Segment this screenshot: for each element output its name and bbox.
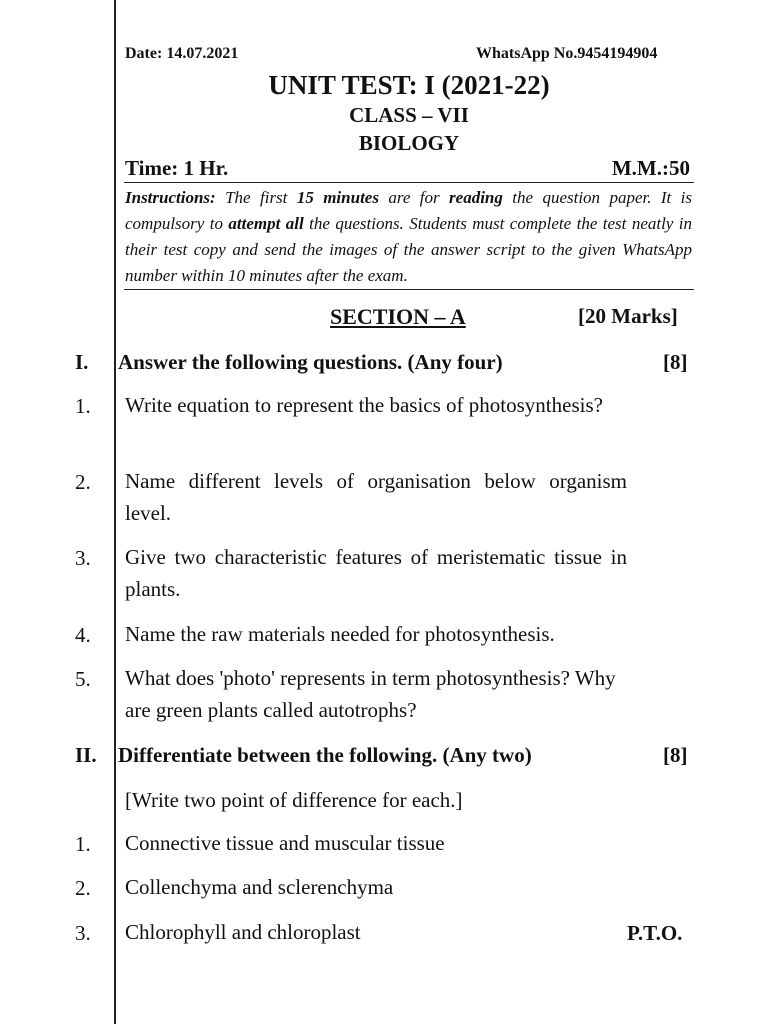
part2-roman: II. <box>75 743 97 767</box>
rule-bottom <box>124 289 694 290</box>
part1-marks: [8] <box>663 350 688 374</box>
subject-label: BIOLOGY <box>358 131 460 155</box>
question-number: 5. <box>75 667 91 691</box>
part1-heading: Answer the following questions. (Any four) <box>118 350 503 374</box>
section-title: SECTION – A <box>330 304 466 329</box>
part1-roman: I. <box>75 350 89 374</box>
instructions-label: Instructions: <box>125 188 216 207</box>
rule-top <box>124 182 694 183</box>
question-text: Give two characteristic features of meristematic tissue in plants. <box>125 545 627 601</box>
test-title: UNIT TEST: I (2021-22) <box>268 70 550 100</box>
date: Date: 14.07.2021 <box>125 45 239 62</box>
question-text: Name the raw materials needed for photosynthesis. <box>125 622 555 646</box>
question-text: Name different levels of organisation below organism level. <box>125 469 627 525</box>
item-number: 1. <box>75 832 91 856</box>
max-marks: M.M.:50 <box>611 156 690 180</box>
question-number: 3. <box>75 546 91 570</box>
time-label: Time: 1 Hr. <box>125 156 229 180</box>
class-label: CLASS – VII <box>349 103 469 127</box>
item-text: Collenchyma and sclerenchyma <box>125 875 394 899</box>
section-marks: [20 Marks] <box>578 304 678 328</box>
question-text: What does 'photo' represents in term photosynthesis? Why are green plants called autotrophs? <box>125 666 616 722</box>
item-text: Chlorophyll and chloroplast <box>125 920 361 944</box>
question-number: 1. <box>75 394 91 418</box>
part2-heading: Differentiate between the following. (Any two) <box>118 743 532 767</box>
time-row <box>125 156 690 181</box>
instructions: Instructions: The first 15 minutes are for reading the question paper. It is compulsory to attempt all the questions. Students must complete the test neatly in their test copy and send the images of the answer script to the given WhatsApp number within 10 minutes after the exam. <box>125 188 692 285</box>
part2-note: [Write two point of difference for each.] <box>125 788 463 812</box>
whatsapp-number: WhatsApp No.9454194904 <box>476 45 658 62</box>
item-number: 2. <box>75 876 91 900</box>
question-number: 2. <box>75 470 91 494</box>
question-text: Write equation to represent the basics of photosynthesis? <box>125 393 603 417</box>
question-number: 4. <box>75 623 91 647</box>
part2-marks: [8] <box>663 743 688 767</box>
item-text: Connective tissue and muscular tissue <box>125 831 445 855</box>
pto-label: P.T.O. <box>627 921 683 945</box>
item-number: 3. <box>75 921 91 945</box>
